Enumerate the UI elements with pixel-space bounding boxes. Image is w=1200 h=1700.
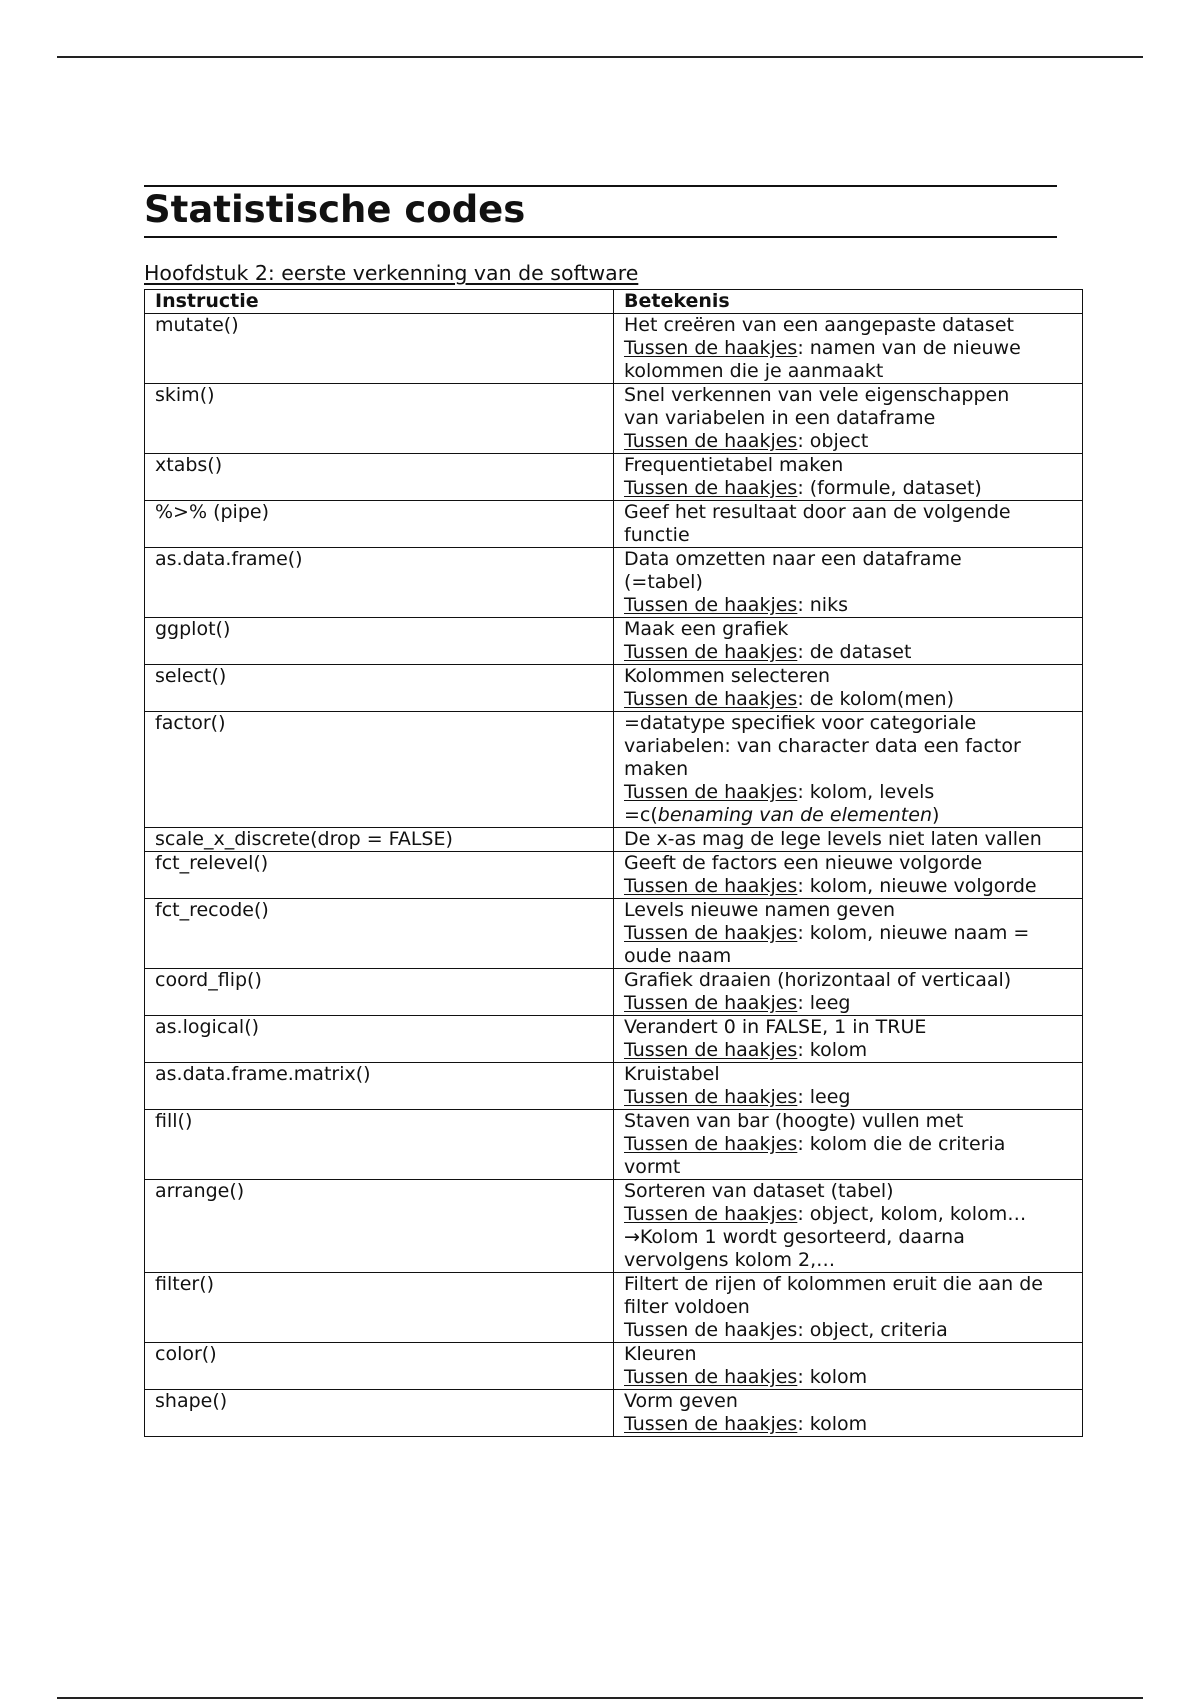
meaning-line	[624, 804, 1074, 827]
code-table	[144, 289, 1083, 1437]
table-row	[145, 1016, 1083, 1063]
meaning-cell	[614, 1180, 1083, 1273]
args-label: Tussen de haakjes	[624, 875, 798, 897]
meaning-text: : de kolom(men)	[797, 688, 954, 710]
table-row	[145, 1343, 1083, 1390]
table-row	[145, 969, 1083, 1016]
instruction-cell: color()	[145, 1343, 614, 1390]
args-label: Tussen de haakjes	[624, 922, 798, 944]
instruction-cell: as.data.frame.matrix()	[145, 1063, 614, 1110]
args-label: Tussen de haakjes	[624, 1366, 798, 1388]
meaning-text: filter voldoen	[624, 1296, 750, 1318]
table-row	[145, 665, 1083, 712]
header-meaning: Betekenis	[614, 290, 1083, 314]
meaning-line	[624, 1180, 1074, 1203]
args-label: Tussen de haakjes	[624, 1039, 798, 1061]
meaning-line	[624, 1016, 1074, 1039]
meaning-line	[624, 1413, 1074, 1436]
meaning-line	[624, 852, 1074, 875]
meaning-line	[624, 712, 1074, 735]
args-label: Tussen de haakjes	[624, 1086, 798, 1108]
meaning-text: : kolom, levels	[797, 781, 935, 803]
meaning-line	[624, 1156, 1074, 1179]
meaning-cell	[614, 1063, 1083, 1110]
meaning-line	[624, 828, 1074, 851]
meaning-text: : kolom	[797, 1413, 868, 1435]
meaning-text: Staven van bar (hoogte) vullen met	[624, 1110, 964, 1132]
instruction-cell: fct_recode()	[145, 899, 614, 969]
instruction-cell: select()	[145, 665, 614, 712]
instruction-cell: fill()	[145, 1110, 614, 1180]
table-row	[145, 501, 1083, 548]
instruction-cell: as.logical()	[145, 1016, 614, 1063]
meaning-cell	[614, 618, 1083, 665]
meaning-line	[624, 337, 1074, 360]
meaning-text: : kolom, nieuwe volgorde	[797, 875, 1037, 897]
page-header-rule	[57, 56, 1143, 58]
meaning-cell	[614, 314, 1083, 384]
meaning-cell	[614, 828, 1083, 852]
meaning-line	[624, 922, 1074, 945]
meaning-line	[624, 1110, 1074, 1133]
meaning-text: Verandert 0 in FALSE, 1 in TRUE	[624, 1016, 927, 1038]
instruction-cell: fct_relevel()	[145, 852, 614, 899]
meaning-text: Levels nieuwe namen geven	[624, 899, 896, 921]
args-label: Tussen de haakjes	[624, 688, 798, 710]
meaning-text: : (formule, dataset)	[797, 477, 982, 499]
meaning-line	[624, 571, 1074, 594]
meaning-text: : leeg	[797, 992, 851, 1014]
meaning-text: : kolom, nieuwe naam =	[797, 922, 1030, 944]
instruction-cell: scale_x_discrete(drop = FALSE)	[145, 828, 614, 852]
meaning-line	[624, 1249, 1074, 1272]
meaning-text: maken	[624, 758, 689, 780]
instruction-cell: coord_flip()	[145, 969, 614, 1016]
table-row	[145, 712, 1083, 828]
meaning-text: vervolgens kolom 2,…	[624, 1249, 836, 1271]
meaning-cell	[614, 548, 1083, 618]
meaning-text: Tussen de haakjes: object, criteria	[624, 1319, 948, 1341]
instruction-cell: filter()	[145, 1273, 614, 1343]
meaning-line	[624, 1133, 1074, 1156]
table-header-row	[145, 290, 1083, 314]
meaning-line	[624, 1343, 1074, 1366]
table-row	[145, 899, 1083, 969]
meaning-text: Filtert de rijen of kolommen eruit die aan de	[624, 1273, 1043, 1295]
table-row	[145, 1390, 1083, 1437]
table-row	[145, 384, 1083, 454]
meaning-line	[624, 548, 1074, 571]
instruction-cell: factor()	[145, 712, 614, 828]
meaning-cell	[614, 852, 1083, 899]
meaning-cell	[614, 454, 1083, 501]
meaning-cell	[614, 899, 1083, 969]
meaning-line	[624, 1296, 1074, 1319]
meaning-text: Geeft de factors een nieuwe volgorde	[624, 852, 983, 874]
meaning-text: =datatype specifiek voor categoriale	[624, 712, 977, 734]
args-label: Tussen de haakjes	[624, 1203, 798, 1225]
meaning-cell	[614, 969, 1083, 1016]
meaning-line	[624, 407, 1074, 430]
page-title: Statistische codes	[144, 188, 526, 231]
table-row	[145, 314, 1083, 384]
meaning-text: : de dataset	[797, 641, 912, 663]
meaning-text: : object, kolom, kolom…	[797, 1203, 1027, 1225]
meaning-line	[624, 781, 1074, 804]
instruction-cell: skim()	[145, 384, 614, 454]
args-label: Tussen de haakjes	[624, 781, 798, 803]
chapter-heading: Hoofdstuk 2: eerste verkenning van de software	[144, 261, 639, 285]
table-row	[145, 1063, 1083, 1110]
meaning-text: : namen van de nieuwe	[797, 337, 1021, 359]
meaning-cell	[614, 384, 1083, 454]
meaning-line	[624, 1319, 1074, 1342]
args-label: Tussen de haakjes	[624, 1133, 798, 1155]
meaning-text: Grafiek draaien (horizontaal of verticaal)	[624, 969, 1012, 991]
table-body	[145, 314, 1083, 1437]
meaning-text: van variabelen in een dataframe	[624, 407, 936, 429]
meaning-text: Geef het resultaat door aan de volgende	[624, 501, 1011, 523]
meaning-line	[624, 688, 1074, 711]
meaning-line	[624, 641, 1074, 664]
meaning-text: functie	[624, 524, 690, 546]
meaning-line	[624, 454, 1074, 477]
args-label: Tussen de haakjes	[624, 337, 798, 359]
instruction-cell: xtabs()	[145, 454, 614, 501]
args-label: Tussen de haakjes	[624, 641, 798, 663]
meaning-line	[624, 501, 1074, 524]
args-label: Tussen de haakjes	[624, 1413, 798, 1435]
meaning-line	[624, 1366, 1074, 1389]
meaning-text: : object	[797, 430, 869, 452]
instruction-cell: %>% (pipe)	[145, 501, 614, 548]
table-row	[145, 852, 1083, 899]
meaning-text: : leeg	[797, 1086, 851, 1108]
meaning-cell	[614, 665, 1083, 712]
meaning-line	[624, 1063, 1074, 1086]
meaning-cell	[614, 1343, 1083, 1390]
meaning-text: Het creëren van een aangepaste dataset	[624, 314, 1014, 336]
meaning-cell	[614, 1390, 1083, 1437]
meaning-line	[624, 1390, 1074, 1413]
meaning-line	[624, 899, 1074, 922]
meaning-italic-text: benaming van de elementen	[657, 804, 932, 826]
meaning-line	[624, 969, 1074, 992]
meaning-cell	[614, 712, 1083, 828]
meaning-text: oude naam	[624, 945, 732, 967]
args-label: Tussen de haakjes	[624, 594, 798, 616]
meaning-text: Kolommen selecteren	[624, 665, 831, 687]
meaning-line	[624, 945, 1074, 968]
meaning-line	[624, 1203, 1074, 1226]
meaning-cell	[614, 1110, 1083, 1180]
page-footer-rule	[57, 1697, 1143, 1699]
args-label: Tussen de haakjes	[624, 430, 798, 452]
instruction-cell: as.data.frame()	[145, 548, 614, 618]
meaning-text: Kleuren	[624, 1343, 697, 1365]
meaning-line	[624, 665, 1074, 688]
meaning-text: Kruistabel	[624, 1063, 720, 1085]
meaning-line	[624, 477, 1074, 500]
meaning-text: Frequentietabel maken	[624, 454, 844, 476]
meaning-cell	[614, 1273, 1083, 1343]
table-row	[145, 1180, 1083, 1273]
meaning-text: Snel verkennen van vele eigenschappen	[624, 384, 1010, 406]
meaning-line	[624, 1273, 1074, 1296]
meaning-cell	[614, 501, 1083, 548]
meaning-line	[624, 384, 1074, 407]
meaning-text: =c(	[624, 804, 658, 826]
meaning-text: Sorteren van dataset (tabel)	[624, 1180, 894, 1202]
meaning-text: Data omzetten naar een dataframe	[624, 548, 962, 570]
meaning-line	[624, 524, 1074, 547]
meaning-text: : kolom	[797, 1039, 868, 1061]
meaning-line	[624, 618, 1074, 641]
meaning-text: : kolom die de criteria	[797, 1133, 1006, 1155]
meaning-text: variabelen: van character data een factor	[624, 735, 1021, 757]
meaning-line	[624, 594, 1074, 617]
instruction-cell: arrange()	[145, 1180, 614, 1273]
meaning-line	[624, 1039, 1074, 1062]
meaning-line	[624, 875, 1074, 898]
meaning-line	[624, 992, 1074, 1015]
meaning-text: vormt	[624, 1156, 681, 1178]
meaning-line	[624, 1086, 1074, 1109]
meaning-text: →Kolom 1 wordt gesorteerd, daarna	[624, 1226, 965, 1248]
meaning-text: (=tabel)	[624, 571, 703, 593]
meaning-text: : niks	[797, 594, 848, 616]
table-row	[145, 1273, 1083, 1343]
meaning-text-suffix: )	[931, 804, 940, 826]
table-row	[145, 454, 1083, 501]
instruction-cell: mutate()	[145, 314, 614, 384]
meaning-text: Maak een grafiek	[624, 618, 789, 640]
meaning-cell	[614, 1016, 1083, 1063]
meaning-text: : kolom	[797, 1366, 868, 1388]
header-instruction: Instructie	[145, 290, 614, 314]
meaning-line	[624, 758, 1074, 781]
meaning-line	[624, 735, 1074, 758]
meaning-text: Vorm geven	[624, 1390, 738, 1412]
table-row	[145, 1110, 1083, 1180]
meaning-line	[624, 360, 1074, 383]
table-row	[145, 618, 1083, 665]
meaning-text: De x-as mag de lege levels niet laten vallen	[624, 828, 1042, 850]
instruction-cell: shape()	[145, 1390, 614, 1437]
meaning-text: kolommen die je aanmaakt	[624, 360, 884, 382]
meaning-line	[624, 430, 1074, 453]
meaning-line	[624, 314, 1074, 337]
args-label: Tussen de haakjes	[624, 477, 798, 499]
meaning-line	[624, 1226, 1074, 1249]
title-block	[144, 185, 1057, 238]
table-row	[145, 828, 1083, 852]
table-row	[145, 548, 1083, 618]
instruction-cell: ggplot()	[145, 618, 614, 665]
args-label: Tussen de haakjes	[624, 992, 798, 1014]
